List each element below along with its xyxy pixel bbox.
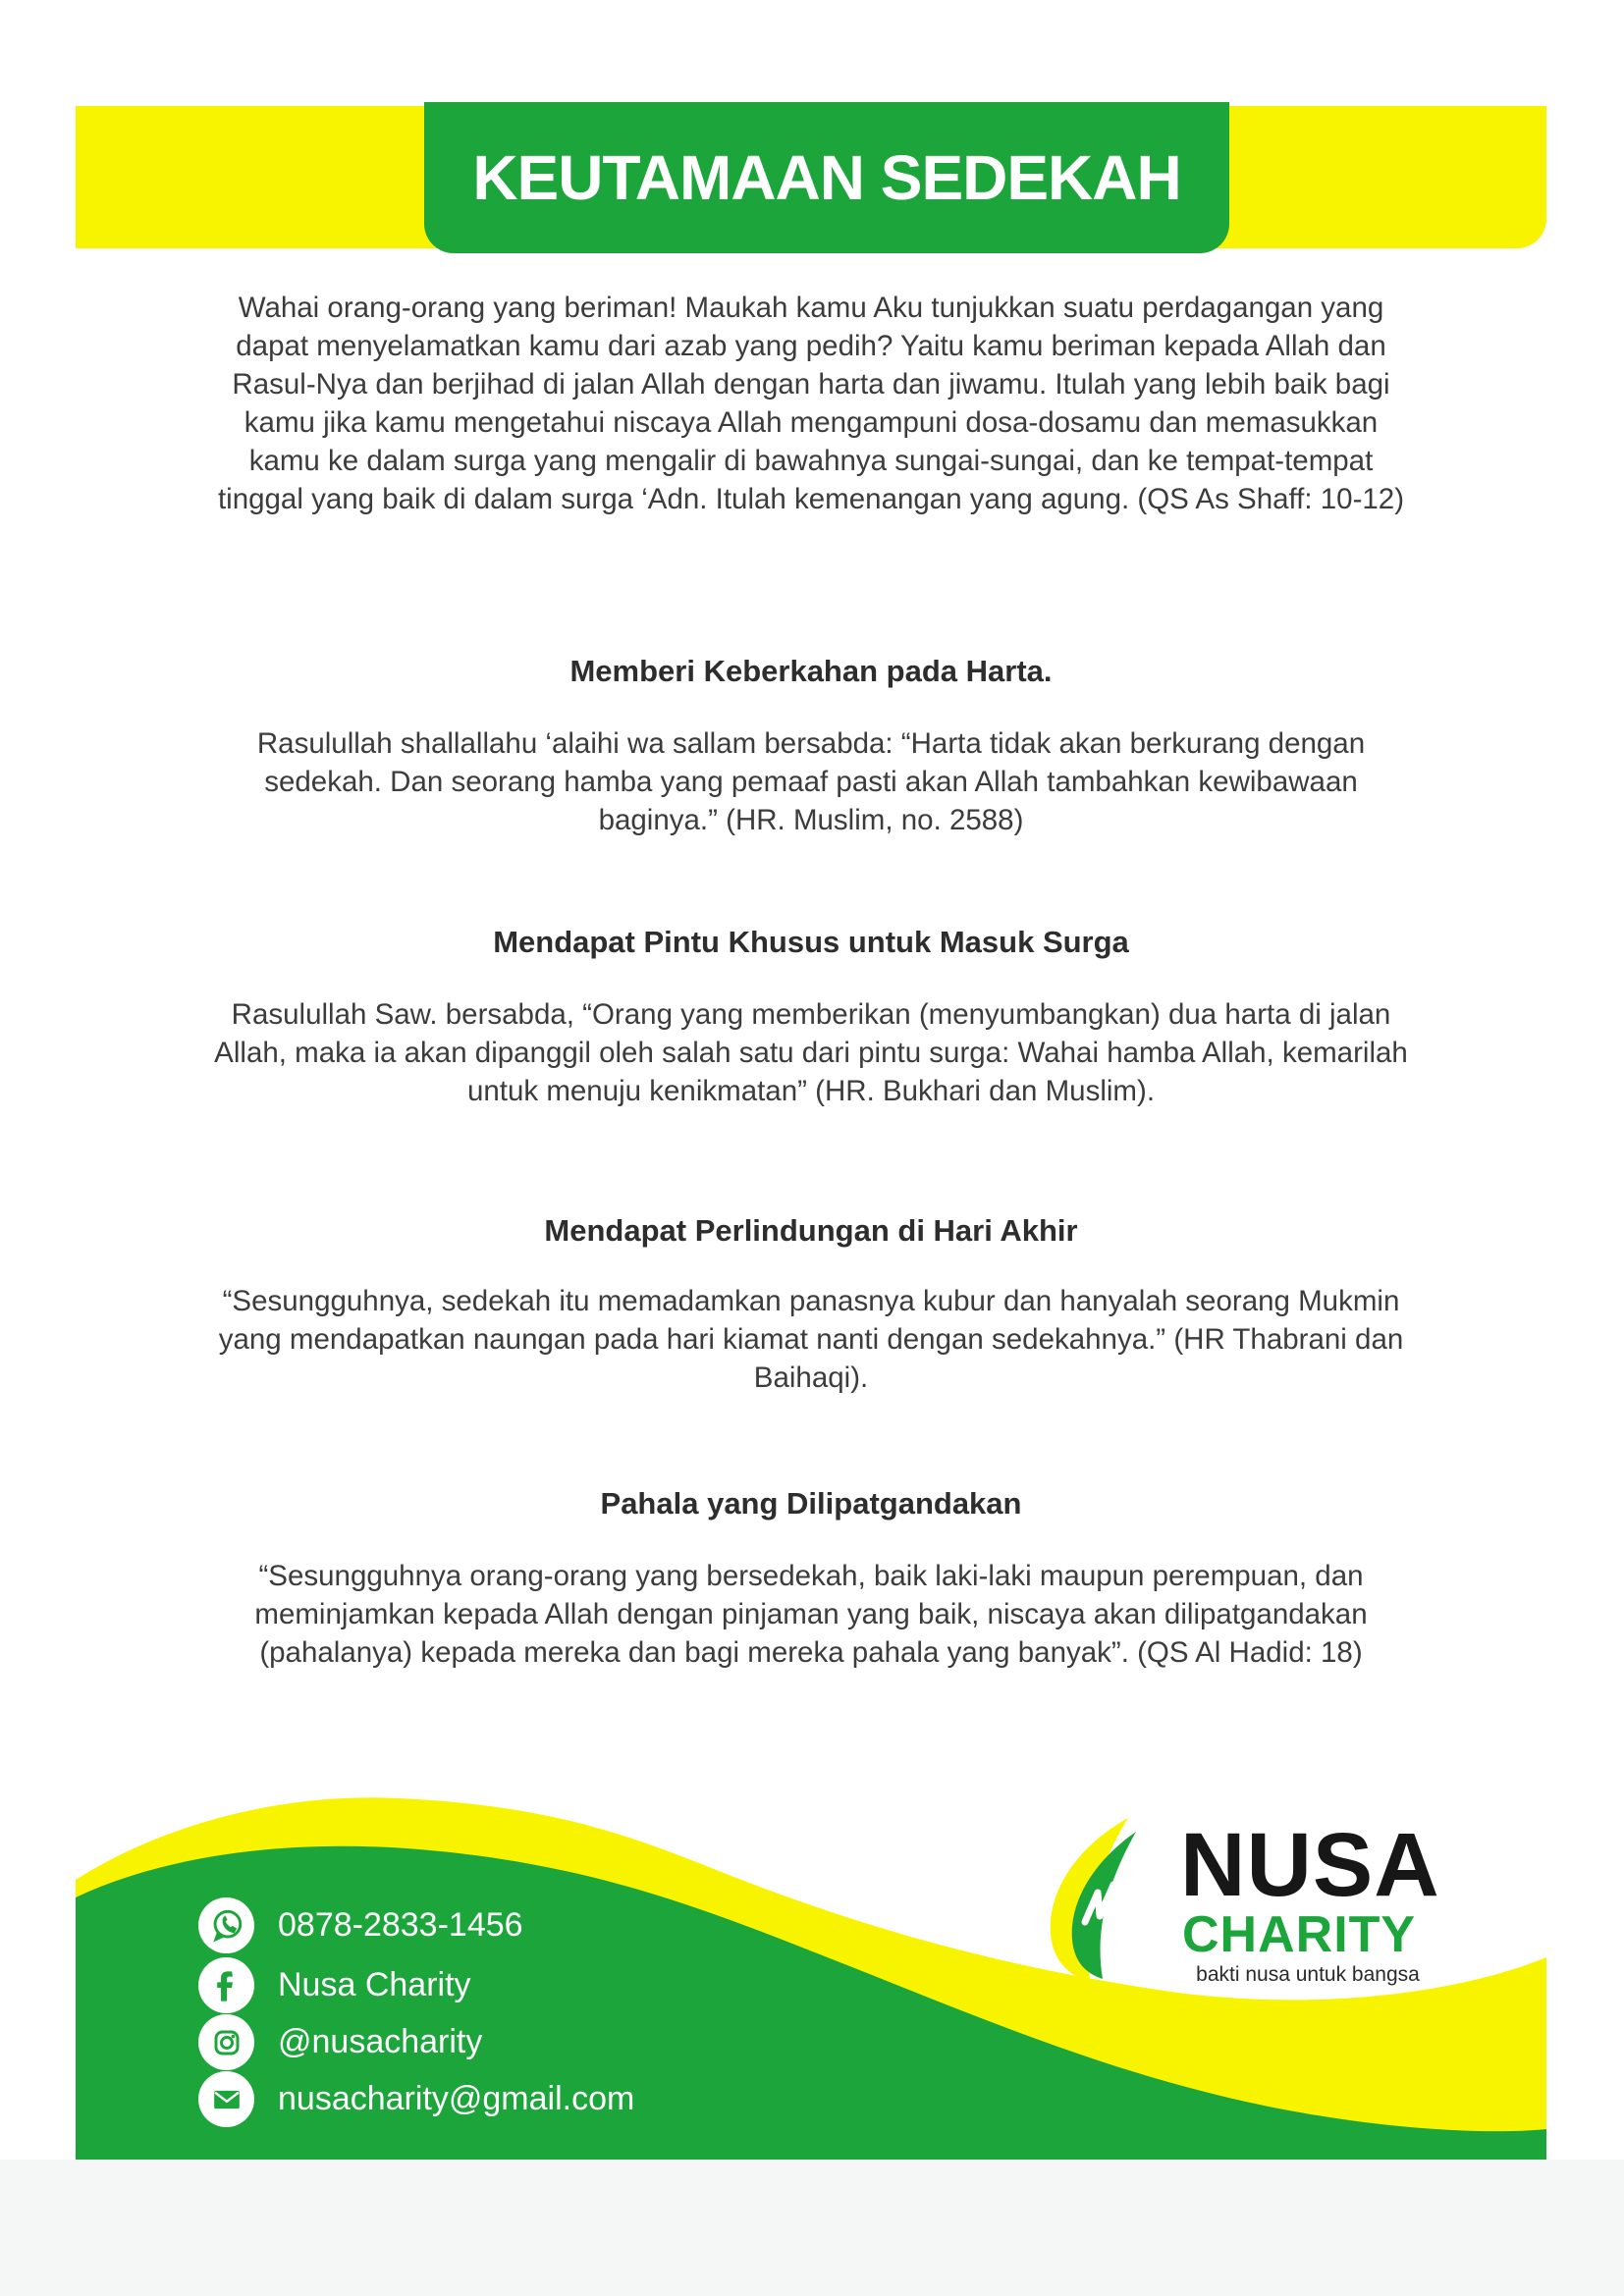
- logo-subname: CHARITY: [1182, 1906, 1417, 1963]
- contact-instagram-label: @nusacharity: [278, 2023, 483, 2060]
- section-heading-perlindungan: Mendapat Perlindungan di Hari Akhir: [544, 1213, 1078, 1248]
- intro-paragraph: Wahai orang-orang yang beriman! Maukah kamu Aku tunjukkan suatu perdagangan yang dapat menyelamatkan kamu dari azab yang pedih? Yaitu kamu beriman kepada Allah dan Rasul-Nya dan berjihad di jalan Allah dengan harta dan jiwamu. Itulah yang lebih baik bagi kamu jika kamu mengetahui niscaya Allah mengampuni dosa-dosamu dan memasukkan kamu ke dalam surga yang mengalir di bawahnya sungai-sungai, dan ke tempat-tempat tinggal yang baik di dalam surga ‘Adn. Itulah kemenangan yang agung. (QS As Shaff: 10-12): [217, 292, 1405, 515]
- section-body-perlindungan: “Sesungguhnya, sedekah itu memadamkan panasnya kubur dan hanyalah seorang Mukmin yang mendapatkan naungan pada hari kiamat nanti dengan sedekahnya.” (HR Thabrani dan Baihaqi).: [218, 1285, 1404, 1394]
- nusa-charity-logo: [1038, 1814, 1450, 1986]
- logo-tagline: bakti nusa untuk bangsa: [1196, 1963, 1420, 1986]
- contact-facebook: [198, 1957, 471, 2013]
- section-heading-pintu-surga: Mendapat Pintu Khusus untuk Masuk Surga: [493, 925, 1129, 959]
- contact-email-label: nusacharity@gmail.com: [278, 2080, 635, 2117]
- whatsapp-icon: [198, 1897, 254, 1953]
- bottom-strip: [0, 2160, 1624, 2296]
- section-body-keberkahan: Rasulullah shallallahu ‘alaihi wa sallam bersabda: “Harta tidak akan berkurang dengan sedekah. Dan seorang hamba yang pemaaf pasti akan Allah tambahkan kewibawaan baginya.” (HR. Muslim, no. 2588): [256, 727, 1366, 836]
- contact-whatsapp: [198, 1897, 523, 1953]
- contact-instagram: [198, 2014, 482, 2070]
- section-heading-keberkahan: Memberi Keberkahan pada Harta.: [569, 654, 1053, 688]
- instagram-icon: [198, 2014, 254, 2070]
- poster-title: KEUTAMAAN SEDEKAH: [472, 142, 1181, 213]
- facebook-icon: [198, 1957, 254, 2013]
- contact-email: [198, 2071, 634, 2127]
- logo-name: NUSA: [1180, 1815, 1440, 1915]
- section-heading-pahala: Pahala yang Dilipatgandakan: [600, 1486, 1022, 1521]
- section-body-pintu-surga: Rasulullah Saw. bersabda, “Orang yang memberikan (menyumbangkan) dua harta di jalan Allah, maka ia akan dipanggil oleh salah satu dari pintu surga: Wahai hamba Allah, kemarilah untuk menuju kenikmatan” (HR. Bukhari dan Muslim).: [214, 998, 1408, 1107]
- contact-facebook-label: Nusa Charity: [278, 1966, 471, 2003]
- leaf-logo-icon: [1042, 1818, 1167, 1983]
- contact-whatsapp-label: 0878-2833-1456: [278, 1906, 523, 1944]
- email-icon: [198, 2071, 254, 2127]
- poster: [76, 0, 1546, 2160]
- title-banner: [424, 102, 1229, 253]
- section-body-pahala: “Sesungguhnya orang-orang yang bersedekah, baik laki-laki maupun perempuan, dan meminjamkan kepada Allah dengan pinjaman yang baik, niscaya akan dilipatgandakan (pahalanya) kepada mereka dan bagi mereka pahala yang banyak”. (QS Al Hadid: 18): [254, 1560, 1368, 1669]
